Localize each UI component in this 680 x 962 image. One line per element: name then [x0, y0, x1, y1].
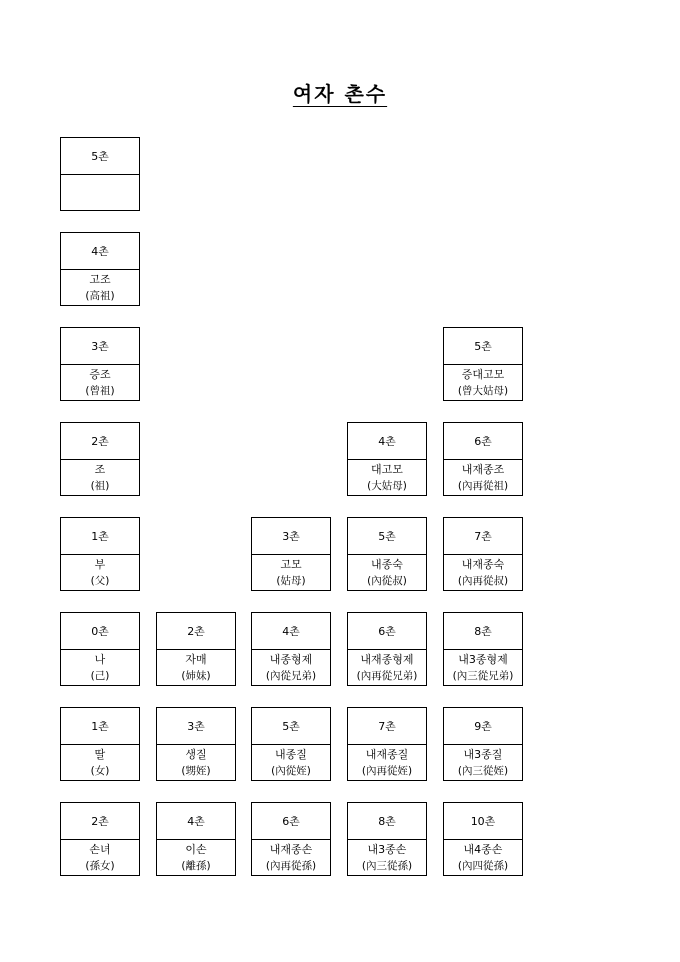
relation-cell — [348, 840, 426, 876]
kinship-box-r2c4 — [443, 327, 523, 401]
degree-label: 2촌 — [61, 423, 139, 460]
relation-name: 내3종손 — [367, 843, 407, 856]
relation-hanja: (內四從孫) — [457, 860, 509, 872]
kinship-box-r6c2 — [251, 707, 331, 781]
page-title: 여자 촌수 — [292, 82, 388, 106]
relation-hanja: (內三從兄弟) — [452, 670, 514, 682]
relation-cell — [157, 840, 235, 876]
kinship-box-r1c0 — [60, 232, 140, 306]
degree-label: 8촌 — [348, 803, 426, 840]
relation-name: 조 — [94, 463, 106, 476]
relation-name: 내종형제 — [269, 653, 313, 666]
kinship-box-r7c2 — [251, 802, 331, 876]
kinship-box-r7c3 — [347, 802, 427, 876]
degree-label: 1촌 — [61, 708, 139, 745]
relation-cell — [61, 175, 139, 211]
kinship-box-r3c0 — [60, 422, 140, 496]
relation-hanja: (內再從叔) — [457, 575, 509, 587]
degree-label: 4촌 — [252, 613, 330, 650]
relation-cell — [444, 840, 522, 876]
degree-label: 5촌 — [61, 138, 139, 175]
relation-name: 고모 — [280, 558, 302, 571]
relation-hanja: (父) — [90, 575, 110, 587]
relation-name: 내재종숙 — [461, 558, 505, 571]
relation-cell — [348, 745, 426, 781]
relation-cell — [444, 555, 522, 591]
relation-cell — [61, 270, 139, 306]
relation-name: 내재종조 — [461, 463, 505, 476]
kinship-box-r6c3 — [347, 707, 427, 781]
relation-name: 내3종질 — [463, 748, 503, 761]
relation-cell — [348, 460, 426, 496]
relation-hanja: (內再從孫) — [265, 860, 317, 872]
kinship-box-r4c0 — [60, 517, 140, 591]
degree-label: 7촌 — [444, 518, 522, 555]
degree-label: 9촌 — [444, 708, 522, 745]
relation-cell — [444, 745, 522, 781]
relation-cell — [252, 555, 330, 591]
kinship-box-r0c0 — [60, 137, 140, 211]
relation-hanja: (高祖) — [85, 290, 115, 302]
relation-hanja: (內再從祖) — [457, 480, 509, 492]
kinship-box-r7c4 — [443, 802, 523, 876]
kinship-box-r4c4 — [443, 517, 523, 591]
relation-name: 자매 — [185, 653, 207, 666]
kinship-box-r7c1 — [156, 802, 236, 876]
relation-hanja: (離孫) — [181, 860, 211, 872]
relation-name: 증대고모 — [461, 368, 505, 381]
relation-name: 내종숙 — [371, 558, 403, 571]
relation-hanja: (內三從孫) — [361, 860, 413, 872]
relation-cell — [252, 745, 330, 781]
relation-name: 딸 — [94, 748, 106, 761]
kinship-box-r5c1 — [156, 612, 236, 686]
relation-name: 내재종손 — [269, 843, 313, 856]
relation-cell — [61, 745, 139, 781]
kinship-box-r3c3 — [347, 422, 427, 496]
kinship-box-r6c0 — [60, 707, 140, 781]
degree-label: 2촌 — [157, 613, 235, 650]
degree-label: 0촌 — [61, 613, 139, 650]
relation-name: 내종질 — [275, 748, 307, 761]
kinship-box-r7c0 — [60, 802, 140, 876]
kinship-box-r4c3 — [347, 517, 427, 591]
kinship-box-r5c4 — [443, 612, 523, 686]
relation-hanja: (孫女) — [85, 860, 115, 872]
degree-label: 5촌 — [252, 708, 330, 745]
relation-hanja: (內再從姪) — [361, 765, 413, 777]
kinship-box-r5c2 — [251, 612, 331, 686]
relation-name: 이손 — [185, 843, 207, 856]
relation-name: 대고모 — [371, 463, 403, 476]
relation-hanja: (女) — [90, 765, 110, 777]
relation-name: 생질 — [185, 748, 207, 761]
relation-name: 부 — [94, 558, 106, 571]
relation-name: 내재종형제 — [360, 653, 414, 666]
relation-cell — [444, 460, 522, 496]
relation-hanja: (內再從兄弟) — [356, 670, 418, 682]
relation-cell — [348, 555, 426, 591]
degree-label: 6촌 — [252, 803, 330, 840]
degree-label: 3촌 — [157, 708, 235, 745]
degree-label: 5촌 — [348, 518, 426, 555]
kinship-box-r5c0 — [60, 612, 140, 686]
relation-cell — [444, 650, 522, 686]
relation-hanja: (內三從姪) — [457, 765, 509, 777]
kinship-box-r3c4 — [443, 422, 523, 496]
relation-cell — [252, 650, 330, 686]
relation-hanja: (內從姪) — [271, 765, 311, 777]
relation-hanja: (姑母) — [276, 575, 306, 587]
degree-label: 10촌 — [444, 803, 522, 840]
relation-cell — [61, 460, 139, 496]
degree-label: 4촌 — [348, 423, 426, 460]
degree-label: 3촌 — [252, 518, 330, 555]
relation-hanja: (內從兄弟) — [265, 670, 317, 682]
relation-hanja: (祖) — [90, 480, 110, 492]
kinship-box-r2c0 — [60, 327, 140, 401]
page-title-wrap — [0, 78, 680, 107]
relation-name: 손녀 — [89, 843, 111, 856]
relation-hanja: (曾大姑母) — [457, 385, 509, 397]
degree-label: 8촌 — [444, 613, 522, 650]
relation-cell — [61, 555, 139, 591]
relation-hanja: (曾祖) — [85, 385, 115, 397]
degree-label: 4촌 — [157, 803, 235, 840]
relation-cell — [252, 840, 330, 876]
kinship-box-r6c1 — [156, 707, 236, 781]
degree-label: 1촌 — [61, 518, 139, 555]
relation-cell — [444, 365, 522, 401]
relation-cell — [348, 650, 426, 686]
relation-name: 고조 — [89, 273, 111, 286]
relation-cell — [157, 650, 235, 686]
relation-name: 내3종형제 — [458, 653, 508, 666]
relation-name: 내재종질 — [365, 748, 409, 761]
relation-cell — [61, 650, 139, 686]
degree-label: 6촌 — [348, 613, 426, 650]
relation-cell — [61, 365, 139, 401]
degree-label: 3촌 — [61, 328, 139, 365]
relation-hanja: (姉妹) — [181, 670, 211, 682]
relation-hanja: (內從叔) — [367, 575, 407, 587]
relation-cell — [157, 745, 235, 781]
kinship-box-r4c2 — [251, 517, 331, 591]
kinship-box-r5c3 — [347, 612, 427, 686]
degree-label: 6촌 — [444, 423, 522, 460]
relation-hanja: (甥姪) — [181, 765, 211, 777]
degree-label: 2촌 — [61, 803, 139, 840]
relation-name: 나 — [94, 653, 106, 666]
relation-hanja: (己) — [90, 670, 110, 682]
relation-hanja: (大姑母) — [367, 480, 407, 492]
relation-name: 내4종손 — [463, 843, 503, 856]
relation-cell — [61, 840, 139, 876]
degree-label: 4촌 — [61, 233, 139, 270]
kinship-box-r6c4 — [443, 707, 523, 781]
degree-label: 5촌 — [444, 328, 522, 365]
degree-label: 7촌 — [348, 708, 426, 745]
relation-name: 증조 — [89, 368, 111, 381]
